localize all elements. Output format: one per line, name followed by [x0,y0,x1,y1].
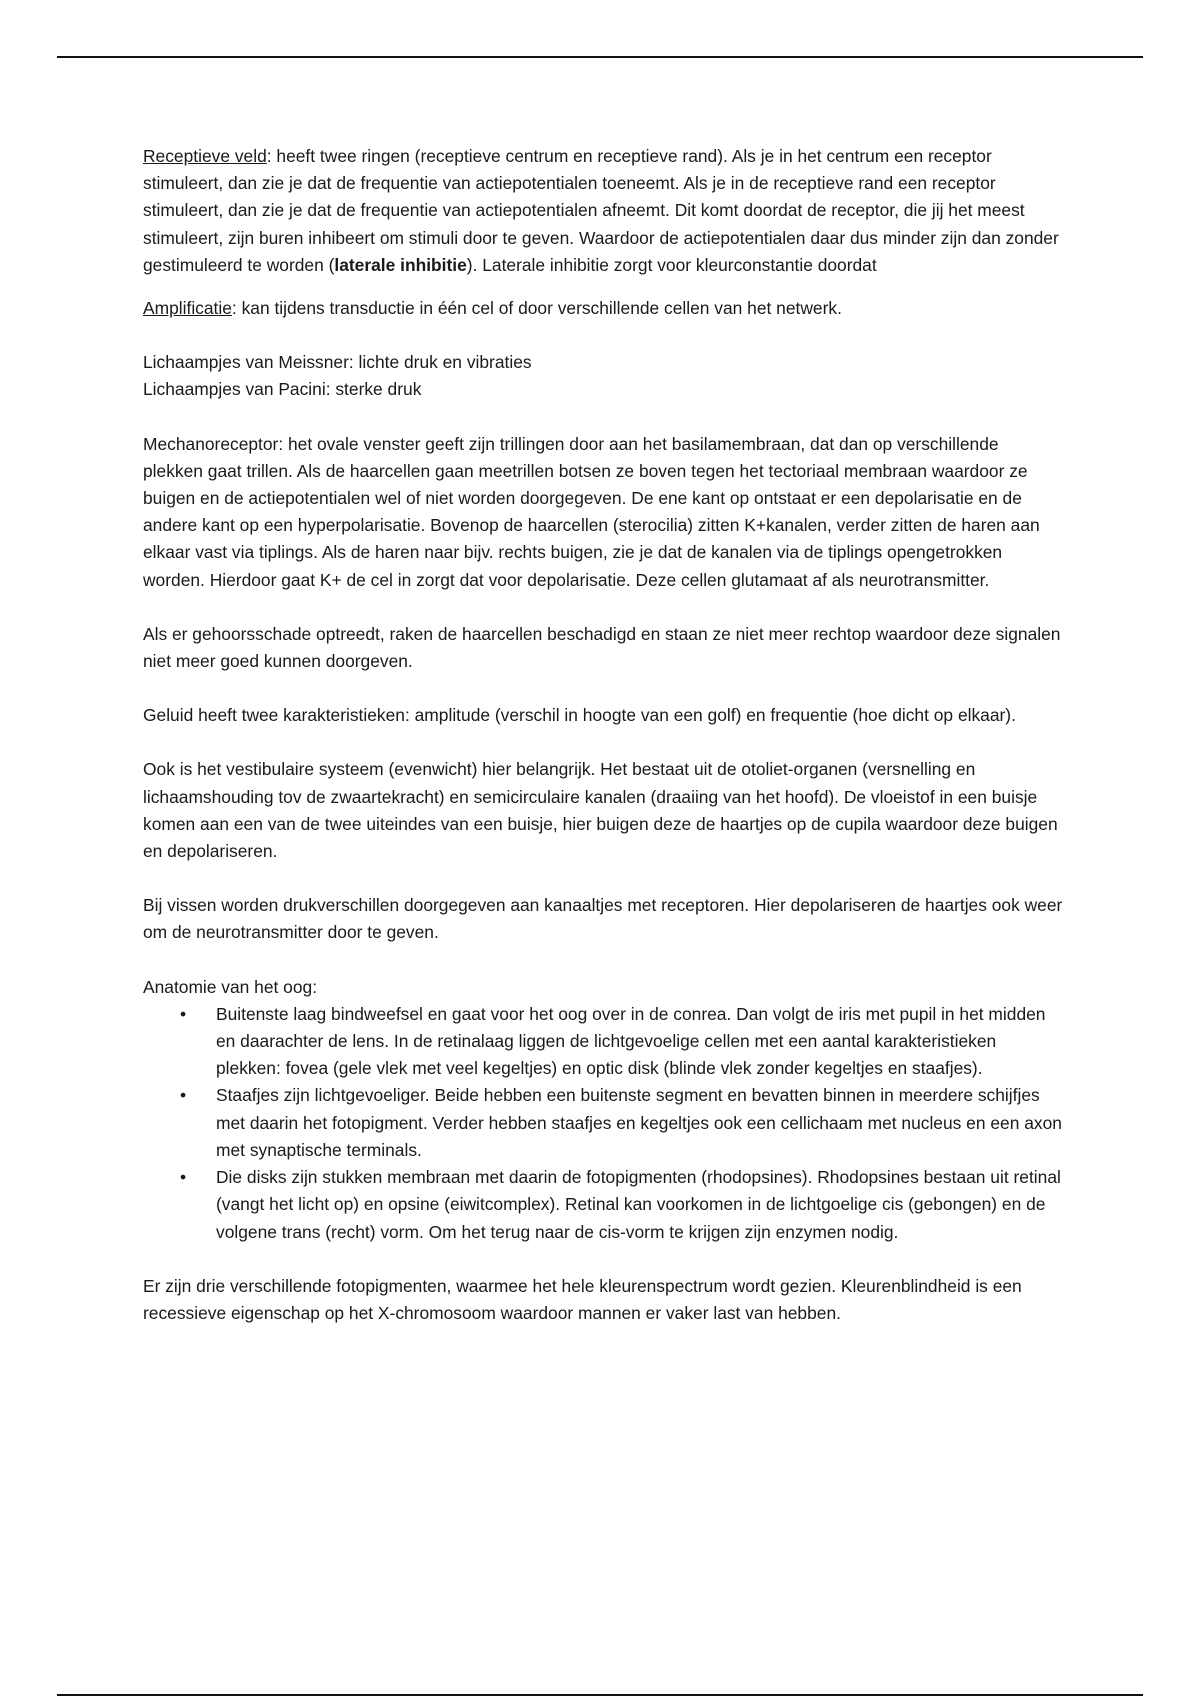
bullet-icon: • [180,1003,187,1024]
paragraph-receptive-field [143,143,1063,279]
term-receptive-field: Receptieve veld [143,146,267,166]
eye-bullet-1 [143,1001,1063,1083]
eye-bullet-list [143,1001,1063,1246]
paragraph-mechanoreceptor: Mechanoreceptor: het ovale venster geeft zijn trillingen door aan het basilamembraan, dat dan op verschillende plekken gaat trillen. Als de haarcellen gaan meetrillen botsen ze boven tegen het tectoriaal membraan waardoor ze buigen en de actiepotentialen wel of niet worden doorgegeven. De ene kant op ontstaat er een depolarisatie en de andere kant op een hyperpolarisatie. Bovenop de haarcellen (sterocilia) zitten K+kanalen, verder zitten de haren aan elkaar vast via tiplings. Als de haren naar bijv. rechts buigen, zie je dat de kanalen via de tiplings opengetrokken worden. Hierdoor gaat K+ de cel in zorgt dat voor depolarisatie. Deze cellen glutamaat af als neurotransmitter. [143,433,1040,590]
receptive-field-text-2: ). Laterale inhibitie zorgt voor kleurconstantie doordat [466,254,877,275]
header-rule [57,56,1143,58]
eye-bullet-3-text: Die disks zijn stukken membraan met daarin de fotopigmenten (rhodopsines). Rhodopsines bestaan uit retinal (vangt het licht op) en opsine (eiwitcomplex). Retinal kan voorkomen in de lichtgoelige cis (gebongen) en de volgene trans (recht) vorm. Om het terug naar de cis-vorm te krijgen zijn enzymen nodig. [216,1167,1061,1242]
line-meissner: Lichaampjes van Meissner: lichte druk en vibraties [143,352,532,373]
document-body [143,143,1063,1354]
eye-bullet-2-text: Staafjes zijn lichtgevoeliger. Beide hebben een buitenste segment en bevatten binnen in meerdere schijfjes met daarin het fotopigment. Verder hebben staafjes en kegeltjes ook een cellichaam met nucleus en een axon met synaptische terminals. [216,1085,1062,1160]
amplification-text: : kan tijdens transductie in één cel of door verschillende cellen van het netwerk. [231,298,842,319]
term-amplification: Amplificatie [143,298,232,319]
paragraph-amplification [143,295,1063,322]
eye-bullet-2 [143,1082,1063,1164]
paragraph-photopigments: Er zijn drie verschillende fotopigmenten, waarmee het hele kleurenspectrum wordt gezien. Kleurenblindheid is een recessieve eigenschap op het X-chromosoom waardoor mannen er vaker last van hebben. [143,1275,1022,1323]
eye-bullet-3 [143,1164,1063,1246]
eye-bullet-1-text: Buitenste laag bindweefsel en gaat voor het oog over in de conrea. Dan volgt de iris met pupil in het midden en daarachter de lens. In de retinalaag liggen de lichtgevoelige cellen met een aantal karakteristieken plekken: fovea (gele vlek met veel kegeltjes) en optic disk (blinde vlek zonder kegeltjes en staafjes). [216,1003,1046,1079]
bullet-icon: • [180,1085,187,1106]
bullet-icon: • [180,1167,187,1188]
paragraph-fish: Bij vissen worden drukverschillen doorgegeven aan kanaaltjes met receptoren. Hier depolariseren de haartjes ook weer om de neurotransmitter door te geven. [143,895,1063,943]
paragraph-sound: Geluid heeft twee karakteristieken: amplitude (verschil in hoogte van een golf) en frequentie (hoe dicht op elkaar). [143,705,1016,726]
paragraph-vestibular: Ook is het vestibulaire systeem (evenwicht) hier belangrijk. Het bestaat uit de otoliet-organen (versnelling en lichaamshouding tov de zwaartekracht) en semicirculaire kanalen (draaiing van het hoofd). De vloeistof in een buisje komen aan een van de twee uiteindes van een buisje, hier buigen deze de haartjes op de cupila waardoor deze buigen en depolariseren. [143,759,1058,862]
footer-rule [57,1694,1143,1696]
eye-heading: Anatomie van het oog: [143,976,318,997]
line-pacini: Lichaampjes van Pacini: sterke druk [143,379,422,400]
paragraph-hearing-damage: Als er gehoorsschade optreedt, raken de haarcellen beschadigd en staan ze niet meer rechtop waardoor deze signalen niet meer goed kunnen doorgeven. [143,623,1061,672]
term-lateral-inhibition: laterale inhibitie [334,254,467,275]
receptive-field-text-1: : heeft twee ringen (receptieve centrum en receptieve rand). Als je in het centrum een receptor stimuleert, dan zie je dat de frequentie van actiepotentialen toeneemt. Als je in de receptieve rand een receptor stimuleert, dan zie je dat de frequentie van actiepotentialen afneemt. Dit komt doordat de receptor, die jij het meest stimuleert, zijn buren inhibeert om stimuli door te geven. Waardoor de actiepotentialen daar dus minder zijn dan zonder gestimuleerd te worden ( [143,146,1059,275]
